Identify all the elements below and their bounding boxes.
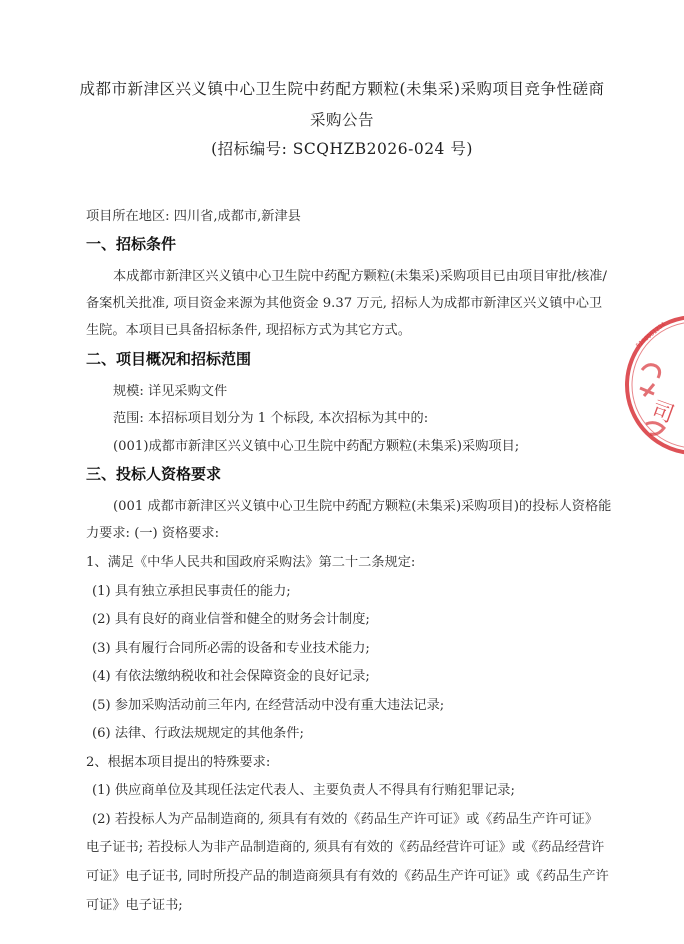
requirement-item: (2) 若投标人为产品制造商的, 须具有有效的《药品生产许可证》或《药品生产许可证》 (92, 812, 599, 827)
tender-number: (招标编号: SCQHZB2026-024 号) (211, 140, 473, 158)
requirement-item: (4) 有依法缴纳税收和社会保障资金的良好记录; (92, 669, 370, 684)
paragraph-line: 力要求: (一) 资格要求: (86, 526, 220, 541)
requirement-item: (1) 具有独立承担民事责任的能力; (92, 584, 291, 599)
official-seal-stamp (620, 300, 684, 470)
paragraph-line: 生院。本项目已具备招标条件, 现招标方式为其它方式。 (86, 323, 411, 338)
section-heading-project-overview: 二、项目概况和招标范围 (86, 350, 252, 368)
requirement-heading: 2、根据本项目提出的特殊要求: (86, 755, 271, 770)
svg-text:司: 司 (647, 397, 678, 429)
requirement-item: (3) 具有履行合同所必需的设备和专业技术能力; (92, 641, 370, 656)
requirement-item: (5) 参加采购活动前三年内, 在经营活动中没有重大违法记录; (92, 698, 445, 713)
requirement-item: (6) 法律、行政法规规定的其他条件; (92, 726, 304, 741)
requirement-item: (1) 供应商单位及其现任法定代表人、主要负责人不得具有行贿犯罪记录; (92, 783, 515, 798)
section-heading-tender-conditions: 一、招标条件 (86, 235, 177, 253)
svg-text:5108001234: 5108001234 (634, 320, 667, 350)
project-location: 项目所在地区: 四川省,成都市,新津县 (86, 209, 301, 224)
lot-line: (001)成都市新津区兴义镇中心卫生院中药配方颗粒(未集采)采购项目; (113, 439, 520, 454)
paragraph-line: 本成都市新津区兴义镇中心卫生院中药配方颗粒(未集采)采购项目已由项目审批/核准/ (113, 269, 607, 284)
paragraph-line: 电子证书; 若投标人为非产品制造商的, 须具有有效的《药品经营许可证》或《药品经营许 (86, 840, 605, 855)
requirement-item: (2) 具有良好的商业信誉和健全的财务会计制度; (92, 612, 370, 627)
paragraph-line: 备案机关批准, 项目资金来源为其他资金 9.37 万元, 招标人为成都市新津区兴义镇中心卫 (86, 296, 603, 311)
scope-line: 范围: 本招标项目划分为 1 个标段, 本次招标为其中的: (113, 411, 429, 426)
paragraph-line: 可证》电子证书; (86, 898, 183, 913)
document-title-line2: 采购公告 (309, 111, 374, 129)
scale-line: 规模: 详见采购文件 (113, 384, 228, 399)
section-heading-bidder-qualifications: 三、投标人资格要求 (86, 465, 222, 483)
requirement-heading: 1、满足《中华人民共和国政府采购法》第二十二条规定: (86, 555, 416, 570)
document-title-line1: 成都市新津区兴义镇中心卫生院中药配方颗粒(未集采)采购项目竞争性磋商 (79, 80, 605, 98)
paragraph-line: (001 成都市新津区兴义镇中心卫生院中药配方颗粒(未集采)采购项目)的投标人资格能 (113, 499, 612, 514)
paragraph-line: 可证》电子证书, 同时所投产品的制造商须具有有效的《药品生产许可证》或《药品生产许 (86, 869, 609, 884)
